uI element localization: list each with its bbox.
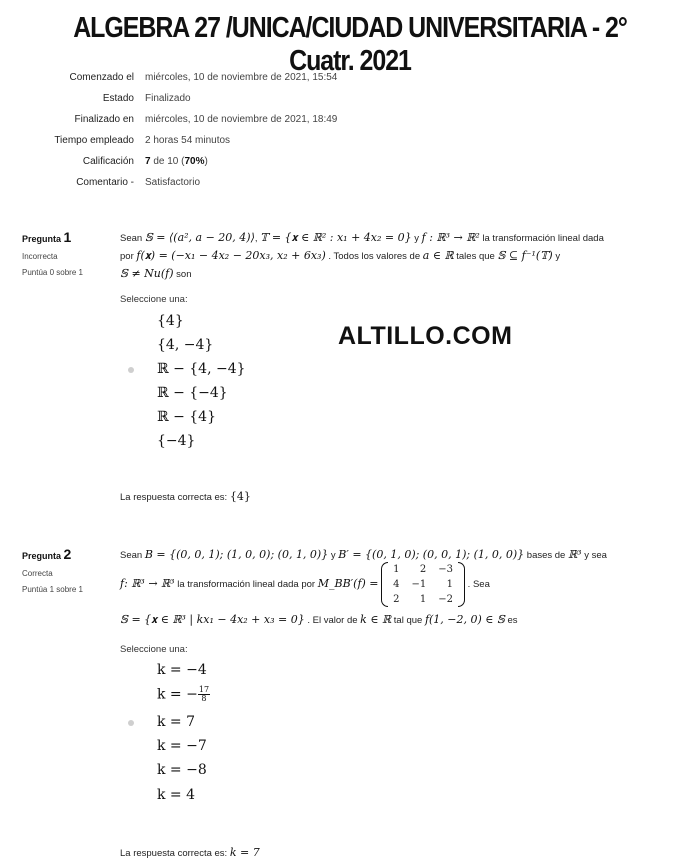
q2-option-3[interactable]: k = 7: [157, 714, 196, 730]
summary-row-started: [0, 72, 700, 92]
grade-percent: 70%: [184, 156, 205, 167]
summary-value: Finalizado: [145, 93, 191, 104]
summary-label: Tiempo empleado: [54, 135, 134, 146]
summary-row-comment: [0, 177, 700, 197]
summary-value: miércoles, 10 de noviembre de 2021, 18:49: [145, 114, 338, 125]
q1-option-5[interactable]: ℝ − {4}: [157, 409, 216, 425]
watermark: ALTILLO.COM: [338, 322, 513, 350]
q1-option-6[interactable]: {−4}: [157, 433, 196, 449]
question-number: Pregunta 2: [22, 546, 72, 562]
summary-row-time: [0, 135, 700, 155]
summary-label: Calificación: [82, 156, 134, 167]
select-label: Seleccione una:: [120, 294, 188, 305]
q2-option-6[interactable]: k = 4: [157, 787, 196, 803]
fraction: $\frac{17}{8}$: [198, 685, 210, 703]
q2-selected-radio[interactable]: [128, 720, 134, 726]
summary-label: Comentario -: [76, 177, 134, 188]
q1-correct-answer: La respuesta correcta es: {4}: [120, 490, 251, 503]
q2-correct-answer: La respuesta correcta es: k = 7: [120, 846, 260, 859]
grade-points: 7: [145, 156, 151, 167]
question-2-text-line3: 𝕊 = {𝐱 ∈ ℝ³ | kx₁ − 4x₂ + x₃ = 0} . El valor de k ∈ ℝ tal que f(1, −2, 0) ∈ 𝕊 es: [120, 613, 518, 626]
summary-value: 2 horas 54 minutos: [145, 135, 231, 146]
q1-option-2[interactable]: {4, −4}: [157, 337, 214, 353]
summary-value: miércoles, 10 de noviembre de 2021, 15:54: [145, 72, 338, 83]
summary-label: Comenzado el: [69, 72, 134, 83]
question-2-info: [22, 546, 117, 601]
q1-option-3[interactable]: ℝ − {4, −4}: [157, 361, 246, 377]
question-score: Puntúa 0 sobre 1: [22, 268, 83, 277]
matrix: 1 2 −3 4 −1 1 2 1 −2: [381, 562, 465, 607]
q1-option-4[interactable]: ℝ − {−4}: [157, 385, 228, 401]
question-number: Pregunta 1: [22, 229, 72, 245]
summary-label: Estado: [102, 93, 134, 104]
summary-value: Satisfactorio: [145, 177, 201, 188]
q2-option-5[interactable]: k = −8: [157, 762, 207, 778]
summary-row-finished: [0, 114, 700, 134]
summary-value: [145, 156, 208, 167]
grade-end: ): [204, 156, 208, 167]
question-score: Puntúa 1 sobre 1: [22, 585, 83, 594]
question-status: Correcta: [22, 569, 53, 578]
q1-selected-radio[interactable]: [128, 367, 134, 373]
question-status: Incorrecta: [22, 252, 58, 261]
page-title: ALGEBRA 27 /UNICA/CIUDAD UNIVERSITARIA - 2° Cuatr. 2021: [73, 12, 627, 77]
q2-option-2[interactable]: k = − $\frac{17}{8}$: [157, 685, 210, 703]
q2-option-4[interactable]: k = −7: [157, 738, 207, 754]
question-1-info: [22, 229, 117, 284]
select-label: Seleccione una:: [120, 644, 188, 655]
summary-row-grade: [0, 156, 700, 176]
summary-label: Finalizado en: [74, 114, 134, 125]
q2-option-1[interactable]: k = −4: [157, 662, 207, 678]
summary-row-state: [0, 93, 700, 113]
grade-mid: de 10 (: [150, 156, 185, 167]
question-2-text-line2: f: ℝ³ → ℝ³ la transformación lineal dada por M_BB′(f) = 1 2 −3 4 −1 1 2 1 −2 . Sea: [120, 564, 490, 605]
question-2-text: Sean B = {(0, 0, 1); (1, 0, 0); (0, 1, 0)} y B′ = {(0, 1, 0); (0, 0, 1); (1, 0, 0)} bases de ℝ³ y sea: [120, 548, 607, 561]
question-1-text: Sean 𝕊 = ⟨(a², a − 20, 4)⟩, 𝕋 = {𝐱 ∈ ℝ² : x₁ + 4x₂ = 0} y f : ℝ³ → ℝ² la transformación lineal dada por f(𝐱) = (−x₁ − 4x₂ − 20x₃, x₂ + 6x₃) . Todos los valores de a ∈ ℝ tales que 𝕊 ⊆ f⁻¹(𝕋) y 𝕊 ≠ Nu(f) son: [120, 231, 604, 280]
q1-option-1[interactable]: {4}: [157, 313, 184, 329]
